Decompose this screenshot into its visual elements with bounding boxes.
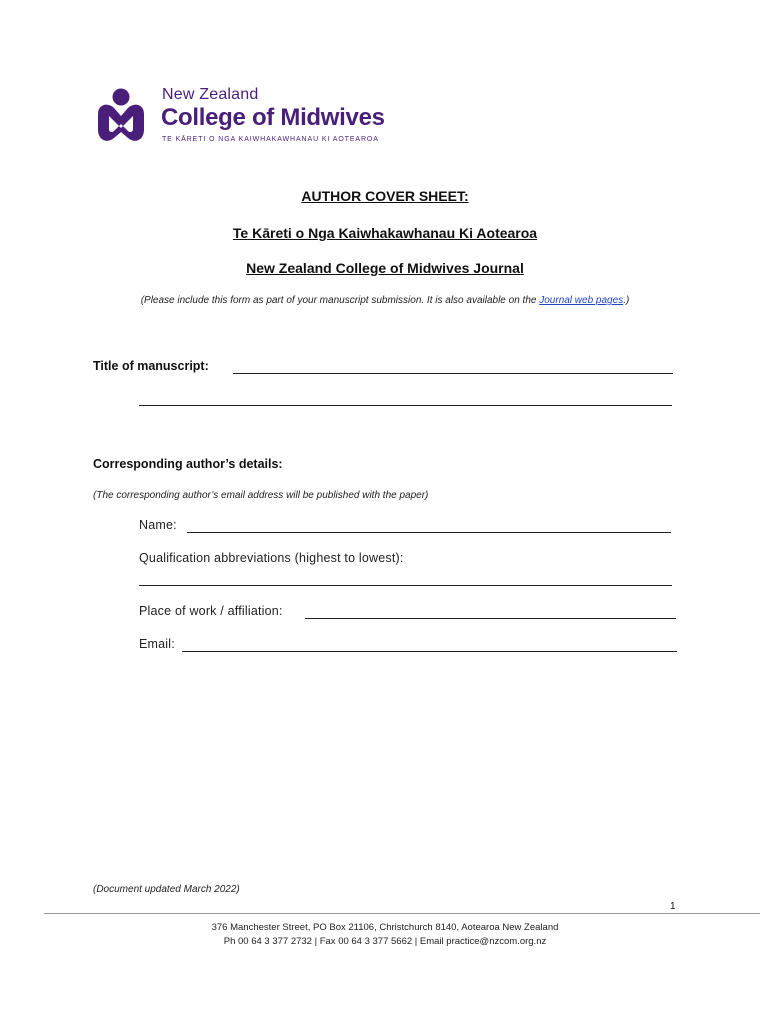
- logo-line-new-zealand: New Zealand: [162, 86, 259, 103]
- place-of-work-field-line[interactable]: [305, 618, 676, 619]
- logo-line-maori: TE KĀRETI O NGA KAIWHAKAWHANAU KI AOTEAROA: [162, 136, 379, 143]
- qualification-field-line[interactable]: [139, 585, 672, 586]
- email-label: Email:: [139, 637, 175, 651]
- footer-divider: [44, 913, 760, 914]
- name-label: Name:: [139, 518, 177, 532]
- journal-web-pages-link[interactable]: Journal web pages: [539, 295, 624, 306]
- title-of-manuscript-line-2[interactable]: [139, 405, 672, 406]
- journal-title: New Zealand College of Midwives Journal: [246, 260, 524, 276]
- place-of-work-label: Place of work / affiliation:: [139, 604, 283, 618]
- title-of-manuscript-label: Title of manuscript:: [93, 359, 209, 373]
- corresponding-author-heading: Corresponding author’s details:: [93, 457, 283, 471]
- page-number: 1: [670, 901, 676, 912]
- corresponding-author-note: (The corresponding author’s email address will be published with the paper): [93, 490, 429, 501]
- qualification-label: Qualification abbreviations (highest to lowest):: [139, 551, 404, 565]
- document-title: AUTHOR COVER SHEET:: [301, 188, 469, 204]
- name-field-line[interactable]: [187, 532, 671, 533]
- footer-address: 376 Manchester Street, PO Box 21106, Christchurch 8140, Aotearoa New Zealand: [211, 922, 559, 933]
- logo-line-college: College of Midwives: [161, 104, 385, 131]
- submission-note: [0, 295, 770, 306]
- title-of-manuscript-line-1[interactable]: [233, 373, 673, 374]
- maori-title: Te Kāreti o Nga Kaiwhakawhanau Ki Aotearoa: [232, 225, 538, 241]
- note-text-after: .): [623, 295, 630, 306]
- college-logo-mark: [92, 86, 150, 146]
- note-text-before: (Please include this form as part of your manuscript submission. It is also available on the: [140, 295, 540, 306]
- document-updated-note: (Document updated March 2022): [93, 884, 240, 895]
- footer-contact: Ph 00 64 3 377 2732 | Fax 00 64 3 377 5662 | Email practice@nzcom.org.nz: [223, 936, 547, 947]
- email-field-line[interactable]: [182, 651, 677, 652]
